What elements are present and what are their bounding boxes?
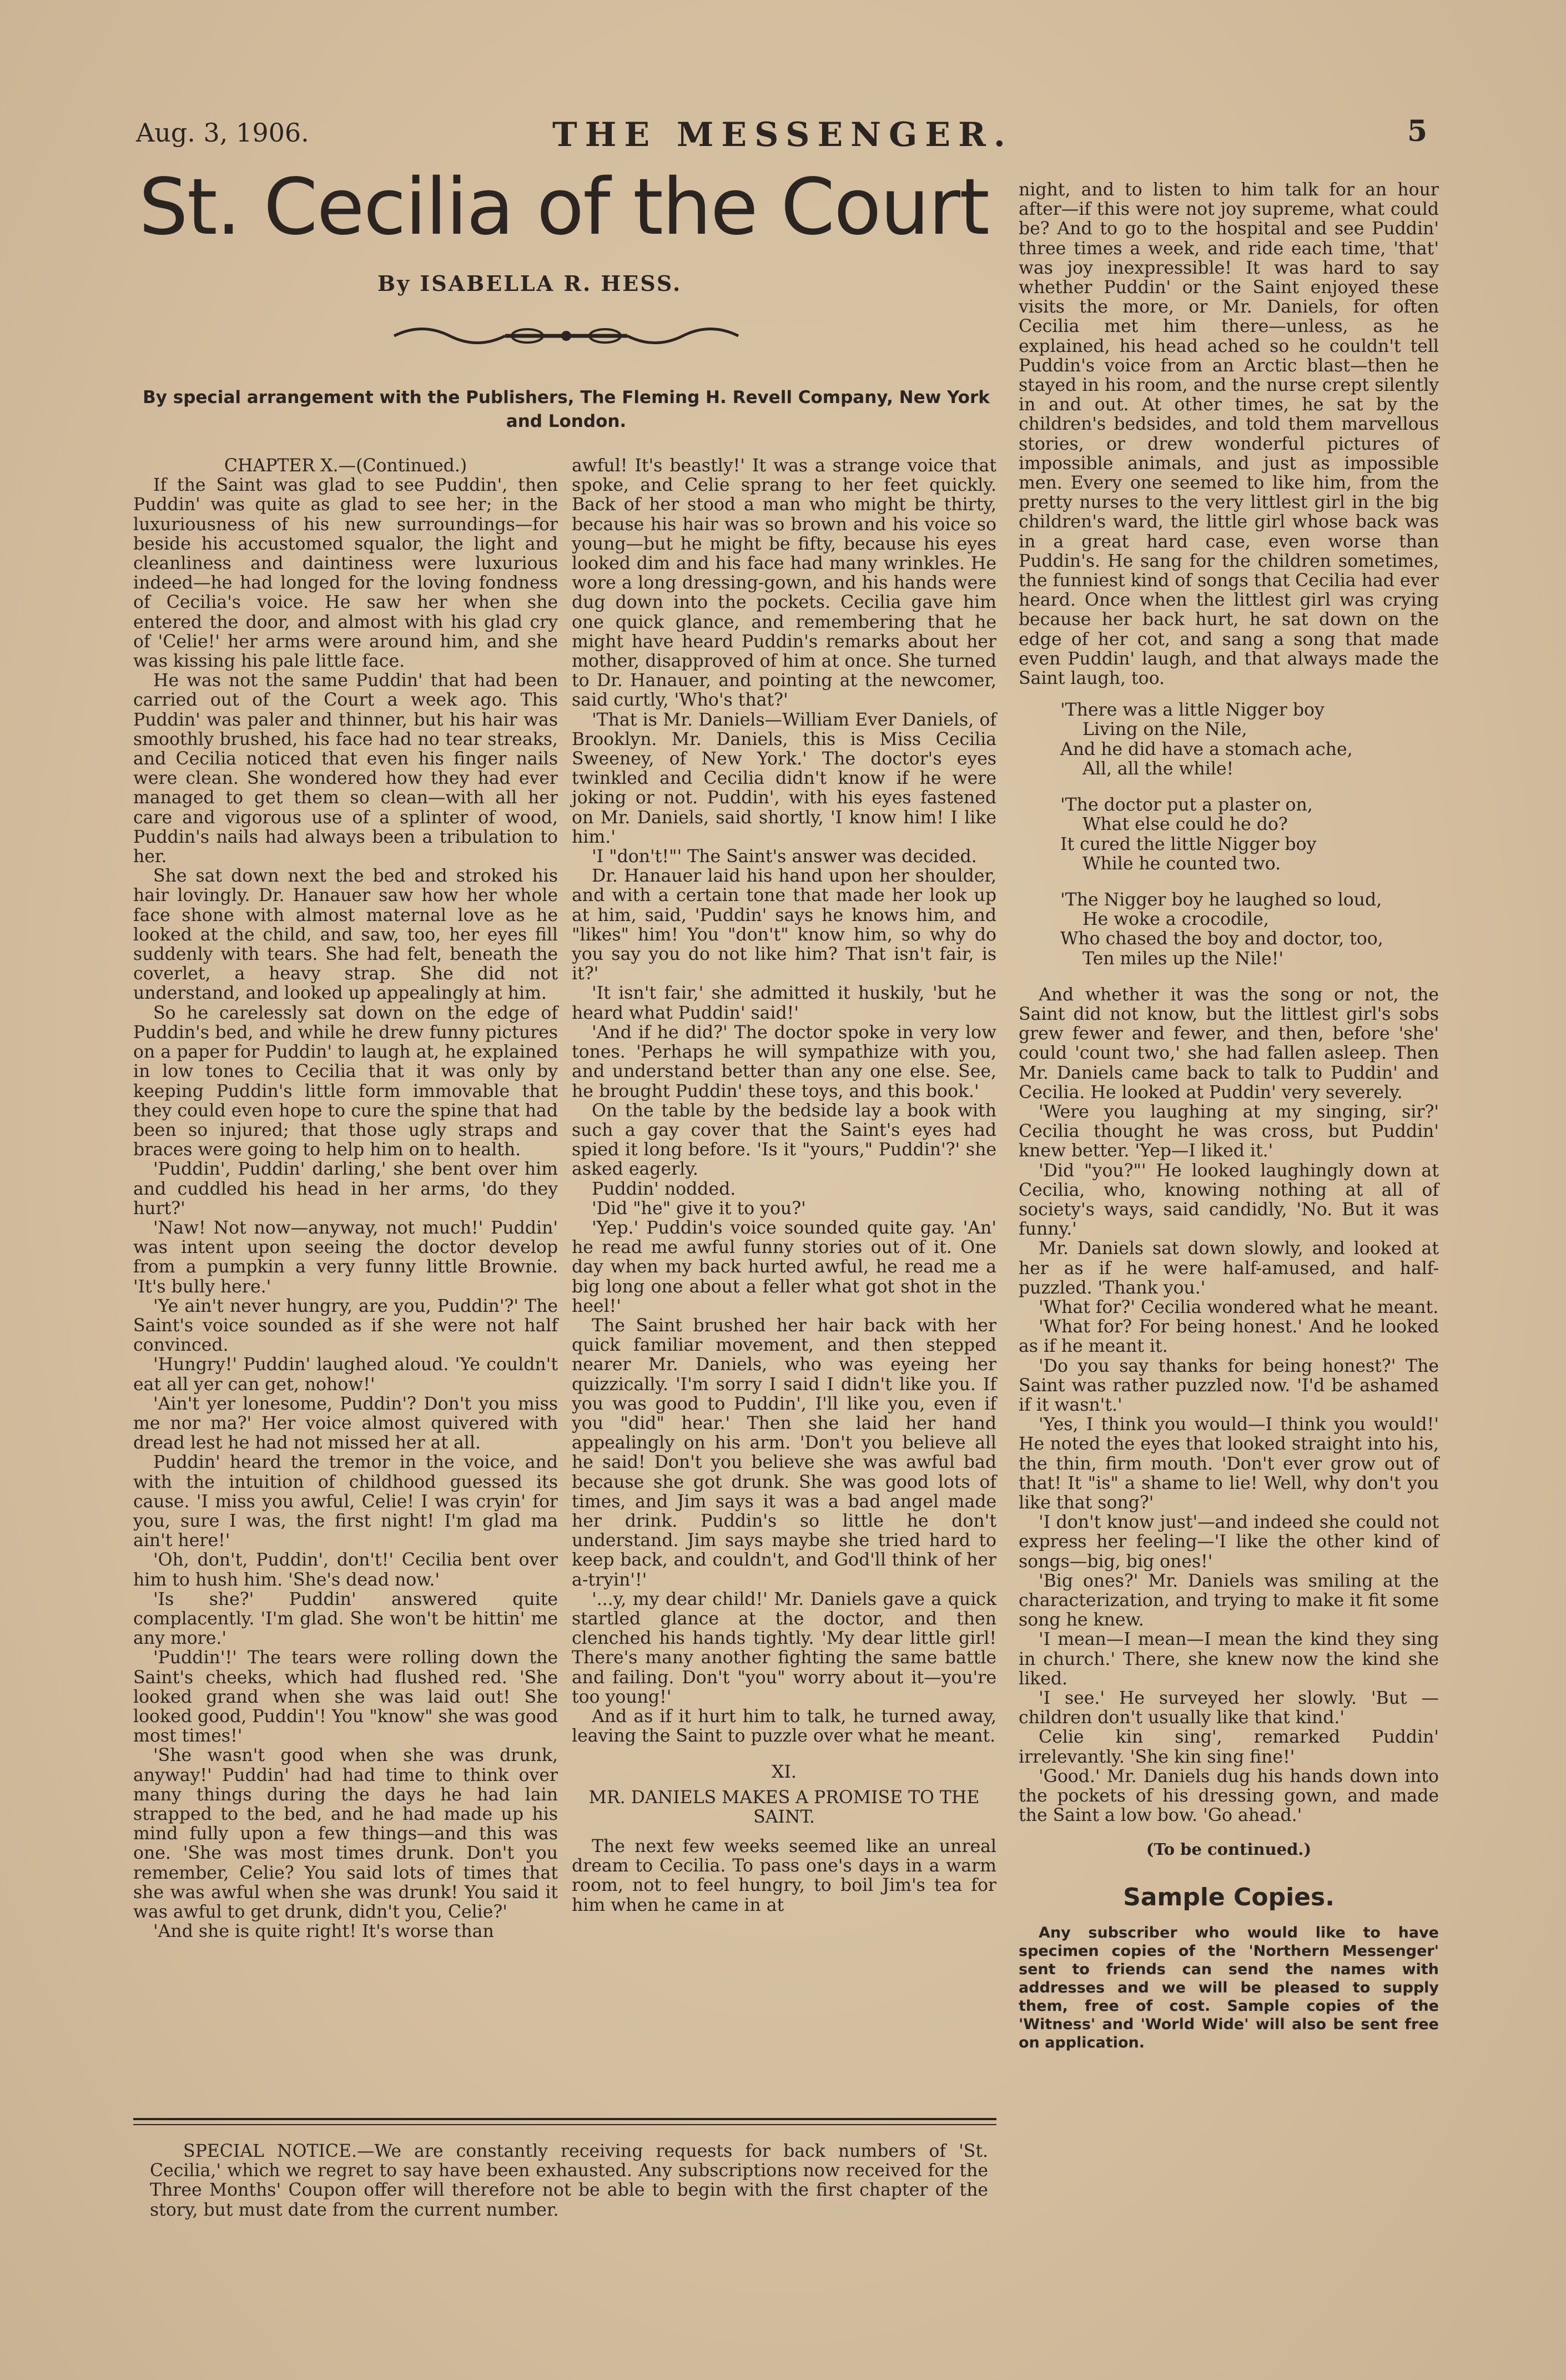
special-notice [150, 2142, 988, 2220]
paragraph: He was not the same Puddin' that had been carried out of the Court a week ago. This Puddin' was paler and thinner, but his hair was smoothly brushed, his face had no tear streaks, and Cecilia noticed that even his finger nails were clean. She wondered how they had ever managed to get them so clean—with all her care and vigorous use of a splinter of wood, Puddin's nails had always been a tribulation to her. [133, 671, 558, 867]
paragraph: 'Did "you?"' He looked laughingly down at Cecilia, who, knowing nothing at all of society's ways, said candidly, 'No. But it was funny.' [1019, 1160, 1439, 1240]
chapter-title: MR. DANIELS MAKES A PROMISE TO THE SAINT. [588, 1787, 980, 1827]
paragraph: awful! It's beastly!' It was a strange voice that spoke, and Celie sprang to her feet quickly. Back of her stood a man who might be thirty, because his hair was so brown and his voice so young—but he might be fifty, because his eyes looked dim and his face had many wrinkles. He wore a long dressing-gown, and his hands were dug down into the pockets. Cecilia gave him one quick glance, and remembering that he might have heard Puddin's remarks about her mother, disapproved of him at once. She turned to Dr. Hanauer, and pointing at the newcomer, said curtly, 'Who's that?' [572, 456, 996, 711]
paragraph: 'Yep.' Puddin's voice sounded quite gay. 'An' he read me awful funny stories out of it. One day when my back hurted awful, he read me a big long one about a feller what got shot in the heel!' [572, 1217, 996, 1316]
chapter-heading: CHAPTER X.—(Continued.) [224, 456, 467, 476]
paragraph: Puddin' heard the tremor in the voice, and with the intuition of childhood guessed its cause. 'I miss you awful, Celie! I was cryin' for you, sure I was, the first night! I'm glad ma ain't here!' [133, 1452, 558, 1551]
poem-line: All, all the while! [1082, 758, 1234, 779]
sample-copies-heading: Sample Copies. [1123, 1883, 1335, 1911]
ornament-divider-icon [389, 319, 744, 353]
paragraph: Celie kin sing', remarked Puddin' irrelevantly. 'She kin sing fine!' [1019, 1727, 1439, 1767]
poem-line: Who chased the boy and doctor, too, [1060, 929, 1383, 949]
paragraph: 'Good.' Mr. Daniels dug his hands down into the pockets of his dressing gown, and made the Saint a low bow. 'Go ahead.' [1019, 1766, 1439, 1826]
paragraph: 'She wasn't good when she was drunk, anyway!' Puddin' had had time to think over many things during the days he had lain strapped to the bed, and he had made up his mind fully upon a few things—and this was one. 'She was most times drunk. Don't you remember, Celie? You said lots of times that she was awful when she was drunk! You said it was awful to get drunk, didn't you, Celie?' [133, 1745, 558, 1923]
poem-stanza [1060, 796, 1439, 874]
poem-line: 'The Nigger boy he laughed so loud, [1060, 889, 1382, 910]
column-3 [1019, 180, 1439, 2052]
article-title: St. Cecilia of the Court [139, 162, 989, 253]
paragraph: Puddin' nodded. [592, 1179, 736, 1199]
paragraph: 'What for? For being honest.' And he looked as if he meant it. [1019, 1317, 1439, 1357]
poem-line: He woke a crocodile, [1082, 909, 1269, 930]
paragraph: The Saint brushed her hair back with her quick familiar movement, and then stepped nearer Mr. Daniels, who was eyeing her quizzically. 'I'm sorry I said I didn't like you. If you was good to Puddin', I'll like you, even if you "did" hear.' Then she laid her hand appealingly on his arm. 'Don't you believe all he said! Don't you believe she was awful bad because she got drunk. She was good lots of times, and Jim says it was a bad angel made her drink. Puddin's so little he don't understand. Jim says maybe she tried hard to keep back, and couldn't, and God'll think of her a-tryin'!' [572, 1315, 996, 1590]
paragraph: 'I don't know just'—and indeed she could not express her feeling—'I like the other kind of songs—big, big ones!' [1019, 1512, 1439, 1572]
poem-line: While he counted two. [1082, 853, 1281, 874]
notice-top-rule [133, 2118, 996, 2120]
paragraph: 'Do you say thanks for being honest?' The Saint was rather puzzled now. 'I'd be ashamed if it wasn't.' [1019, 1356, 1439, 1415]
poem-line: Ten miles up the Nile!' [1082, 948, 1284, 969]
paragraph: 'Big ones?' Mr. Daniels was smiling at the characterization, and trying to make it fit some song he knew. [1019, 1571, 1439, 1631]
paragraph: 'Did "he" give it to you?' [592, 1198, 806, 1219]
paragraph: And as if it hurt him to talk, he turned away, leaving the Saint to puzzle over what he meant. [572, 1707, 996, 1747]
paragraph: So he carelessly sat down on the edge of Puddin's bed, and while he drew funny pictures on a paper for Puddin' to laugh at, he explained in low tones to Cecilia that it was only by keeping Puddin's little form immovable that they could even hope to cure the spine that had been so injured; that those ugly straps and braces were going to help him on to health. [133, 1003, 558, 1160]
column-2 [572, 456, 996, 1915]
poem [1060, 701, 1439, 968]
paragraph: And whether it was the song or not, the Saint did not know, but the littlest girl's sobs grew fewer and fewer, and then, before 'she' could 'count two,' she had fallen asleep. Then Mr. Daniels came back to talk to Puddin' and Cecilia. He looked at Puddin' very severely. [1019, 984, 1439, 1103]
paragraph: 'Yes, I think you would—I think you would!' He noted the eyes that looked straight into his, the thin, firm mouth. 'Don't ever grow out of that! It "is" a shame to lie! Well, why don't you like that song?' [1019, 1415, 1439, 1513]
paragraph: She sat down next the bed and stroked his hair lovingly. Dr. Hanauer saw how her whole face shone with almost maternal love as he looked at the child, and saw, too, her eyes fill suddenly with tears. She had felt, beneath the coverlet, a heavy strap. She did not understand, and looked up appealingly at him. [133, 866, 558, 1004]
paragraph: 'Ye ain't never hungry, are you, Puddin'?' The Saint's voice sounded as if she were not half convinced. [133, 1296, 558, 1356]
paragraph: '...y, my dear child!' Mr. Daniels gave a quick startled glance at the doctor, and then clenched his hands tightly. 'My dear little girl! There's many another fighting the same battle and failing. Don't "you" worry about it—you're too young!' [572, 1589, 996, 1707]
poem-stanza [1060, 890, 1439, 969]
poem-line: What else could he do? [1082, 814, 1288, 835]
paragraph: If the Saint was glad to see Puddin', then Puddin' was quite as glad to see her; in the luxuriousness of his new surroundings—for beside his accustomed squalor, the light and cleanliness and daintiness were luxurious indeed—he had longed for the loving fondness of Cecilia's voice. He saw her when she entered the door, and almost with his glad cry of 'Celie!' her arms were around him, and she was kissing his pale little face. [133, 475, 558, 672]
notice-top-rule-thin [133, 2124, 996, 2125]
paragraph: On the table by the bedside lay a book with such a gay cover that the Saint's eyes had spied it long before. 'Is it "yours," Puddin'?' she asked eagerly. [572, 1100, 996, 1180]
chapter-number: XI. [772, 1762, 797, 1783]
paragraph: The next few weeks seemed like an unreal dream to Cecilia. To pass one's days in a warm room, not to feel hungry, to boil Jim's tea for him when he came in at [572, 1836, 996, 1915]
poem-line: And he did have a stomach ache, [1060, 739, 1353, 759]
column-1 [133, 456, 558, 1941]
poem-line: 'There was a little Nigger boy [1060, 700, 1325, 721]
paragraph: 'Hungry!' Puddin' laughed aloud. 'Ye couldn't eat all yer can get, nohow!' [133, 1355, 558, 1395]
paragraph: 'What for?' Cecilia wondered what he meant. [1039, 1297, 1439, 1317]
poem-stanza [1060, 701, 1439, 779]
poem-line: Living on the Nile, [1082, 719, 1247, 740]
paragraph: 'Oh, don't, Puddin', don't!' Cecilia bent over him to hush him. 'She's dead now.' [133, 1550, 558, 1590]
paragraph: 'It isn't fair,' she admitted it huskily, 'but he heard what Puddin' said!' [572, 983, 996, 1023]
paragraph: 'And if he did?' The doctor spoke in very low tones. 'Perhaps he will sympathize with you, and understand better than any one else. See, he brought Puddin' these toys, and this book.' [572, 1022, 996, 1101]
paragraph: Mr. Daniels sat down slowly, and looked at her as if he were half-amused, and half-puzzled. 'Thank you.' [1019, 1239, 1439, 1298]
paragraph: 'And she is quite right! It's worse than [153, 1921, 494, 1942]
sample-copies-body: Any subscriber who would like to have specimen copies of the 'Northern Messenger' sent to friends can send the names with addresses and we will be pleased to supply them, free of cost. Sample copies of the 'Witness' and 'World Wide' will also be sent free on application. [1019, 1924, 1439, 2051]
paragraph: 'Were you laughing at my singing, sir?' Cecilia thought he was cross, but Puddin' knew better. 'Yep—I liked it.' [1019, 1101, 1439, 1161]
byline: By ISABELLA R. HESS. [377, 271, 682, 296]
special-notice-text: SPECIAL NOTICE.—We are constantly receiving requests for back numbers of 'St. Cecilia,' which we regret to say have been exhausted. Any subscriptions now received for the Three Months' Coupon offer will therefore not be able to begin with the first chapter of the story, but must date from the current number. [150, 2141, 988, 2220]
poem-line: 'The doctor put a plaster on, [1060, 795, 1313, 816]
masthead: THE MESSENGER. [552, 115, 1013, 154]
paragraph: 'Puddin', Puddin' darling,' she bent over him and cuddled his head in her arms, 'do they hurt?' [133, 1159, 558, 1219]
poem-line: It cured the little Nigger boy [1060, 834, 1317, 854]
paragraph: 'Is she?' Puddin' answered quite complacently. 'I'm glad. She won't be hittin' me any more.' [133, 1589, 558, 1649]
paragraph: 'Puddin'!' The tears were rolling down the Saint's cheeks, which had flushed red. 'She looked grand when she was laid out! She looked good, Puddin'! You "know" she was good most times!' [133, 1648, 558, 1747]
paragraph: 'I mean—I mean—I mean the kind they sing in church.' There, she knew now the kind she liked. [1019, 1629, 1439, 1689]
to-be-continued: (To be continued.) [1146, 1840, 1312, 1859]
paragraph: 'I see.' He surveyed her slowly. 'But —children don't usually like that kind.' [1019, 1688, 1439, 1728]
paragraph: 'I "don't!"' The Saint's answer was decided. [592, 847, 977, 867]
page-number: 5 [1407, 114, 1428, 148]
paragraph: 'Ain't yer lonesome, Puddin'? Don't you miss me nor ma?' Her voice almost quivered with dread lest he had not missed her at all. [133, 1393, 558, 1453]
paragraph: 'Naw! Not now—anyway, not much!' Puddin' was intent upon seeing the doctor develop from a pumpkin a very funny little Brownie. 'It's bully here.' [133, 1217, 558, 1297]
paragraph: 'That is Mr. Daniels—William Ever Daniels, of Brooklyn. Mr. Daniels, this is Miss Cecilia Sweeney, of New York.' The doctor's eyes twinkled and Cecilia didn't know if he were joking or not. Puddin', with his eyes fastened on Mr. Daniels, said shortly, 'I know him! I like him.' [572, 710, 996, 847]
paragraph: Dr. Hanauer laid his hand upon her shoulder, and with a certain tone that made her look up at him, said, 'Puddin' says he knows him, and "likes" him! You "don't" know him, so why do you say you do not like him? That isn't fair, is it?' [572, 866, 996, 984]
arrangement-note: By special arrangement with the Publishers, The Fleming H. Revell Company, New York and London. [143, 388, 990, 431]
paragraph: night, and to listen to him talk for an hour after—if this were not joy supreme, what could be? And to go to the hospital and see Puddin' three times a week, and ride each time, 'that' was joy inexpressible! It was hard to say whether Puddin' or the Saint enjoyed these visits the more, or Mr. Daniels, for often Cecilia met him there—unless, as he explained, his head ached so he couldn't tell Puddin's voice from an Arctic blast—then he stayed in his room, and the nurse crept silently in and out. At other times, he sat by the children's bedsides, and told them marvellous stories, or drew wonderful pictures of impossible animals, and just as impossible men. Every one seemed to like him, from the pretty nurses to the very littlest girl in the big children's ward, the little girl whose back was in a great hard case, even worse than Puddin's. He sang for the children sometimes, the funniest kind of songs that Cecilia had ever heard. Once when the littlest girl was crying because her back hurt, he sat down on the edge of her cot, and sang a song that made even Puddin' laugh, and that always made the Saint laugh, too. [1019, 180, 1439, 689]
issue-date: Aug. 3, 1906. [136, 118, 309, 148]
sample-copies-text [1019, 1924, 1439, 2052]
